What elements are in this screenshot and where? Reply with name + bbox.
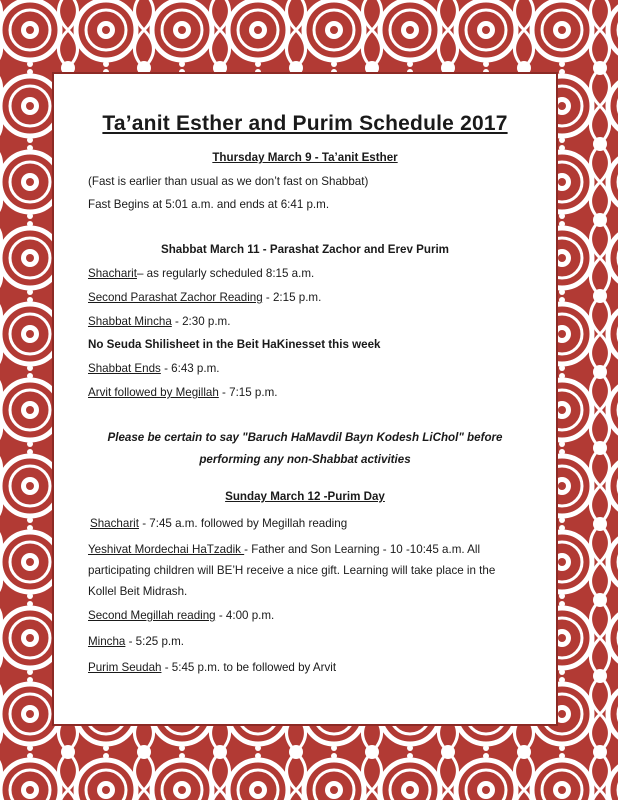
item-detail: - Father and Son Learning - 10 -10:45 a.m. All participating children will BE’H receive a nice gift. Learning will take place in the Kollel Beit Midrash. [88, 543, 496, 598]
item-detail: - 5:25 p.m. [125, 635, 185, 648]
item-label: Shacharit [88, 267, 137, 280]
item-detail: - 7:15 p.m. [218, 386, 278, 399]
sunday-heading: Sunday March 12 -Purim Day [225, 490, 385, 503]
schedule-item [88, 385, 277, 401]
item-detail: - 2:30 p.m. [171, 315, 231, 328]
item-label: Yeshivat Mordechai HaTzadik [88, 543, 245, 556]
schedule-item [88, 660, 336, 676]
item-label: Second Parashat Zachor Reading [88, 291, 263, 304]
item-label: Mincha [88, 635, 126, 648]
item-detail: - 4:00 p.m. [215, 609, 275, 622]
item-detail: - 5:45 p.m. to be followed by Arvit [161, 661, 337, 674]
schedule-item [88, 539, 506, 602]
item-label: Purim Seudah [88, 661, 162, 674]
schedule-item [88, 290, 321, 306]
seuda-notice: No Seuda Shilisheet in the Beit HaKinesset this week [88, 338, 381, 351]
item-detail: – as regularly scheduled 8:15 a.m. [136, 267, 315, 280]
schedule-item [88, 314, 230, 330]
fast-times: Fast Begins at 5:01 a.m. and ends at 6:41 p.m. [88, 198, 330, 211]
schedule-panel [52, 72, 558, 726]
item-label: Second Megillah reading [88, 609, 216, 622]
item-label: Arvit followed by Megillah [88, 386, 219, 399]
page-title: Ta’anit Esther and Purim Schedule 2017 [102, 112, 508, 135]
shabbat-heading: Shabbat March 11 - Parashat Zachor and Erev Purim [160, 243, 449, 256]
item-detail: - 2:15 p.m. [262, 291, 322, 304]
schedule-item [88, 361, 219, 377]
schedule-item [88, 608, 274, 624]
schedule-item [88, 634, 184, 650]
schedule-item [90, 516, 347, 532]
schedule-item [88, 266, 314, 282]
item-label: Shabbat Ends [88, 362, 161, 375]
item-label: Shacharit [90, 517, 139, 530]
item-detail: - 6:43 p.m. [160, 362, 220, 375]
havdalah-notice-line-2: performing any non-Shabbat activities [199, 453, 411, 466]
thursday-note: (Fast is earlier than usual as we don’t fast on Shabbat) [88, 175, 369, 188]
item-detail: - 7:45 a.m. followed by Megillah reading [138, 517, 348, 530]
item-label: Shabbat Mincha [88, 315, 172, 328]
havdalah-notice-line-1: Please be certain to say "Baruch HaMavdil Bayn Kodesh LiChol" before [107, 431, 503, 444]
thursday-heading: Thursday March 9 - Ta’anit Esther [212, 151, 398, 164]
